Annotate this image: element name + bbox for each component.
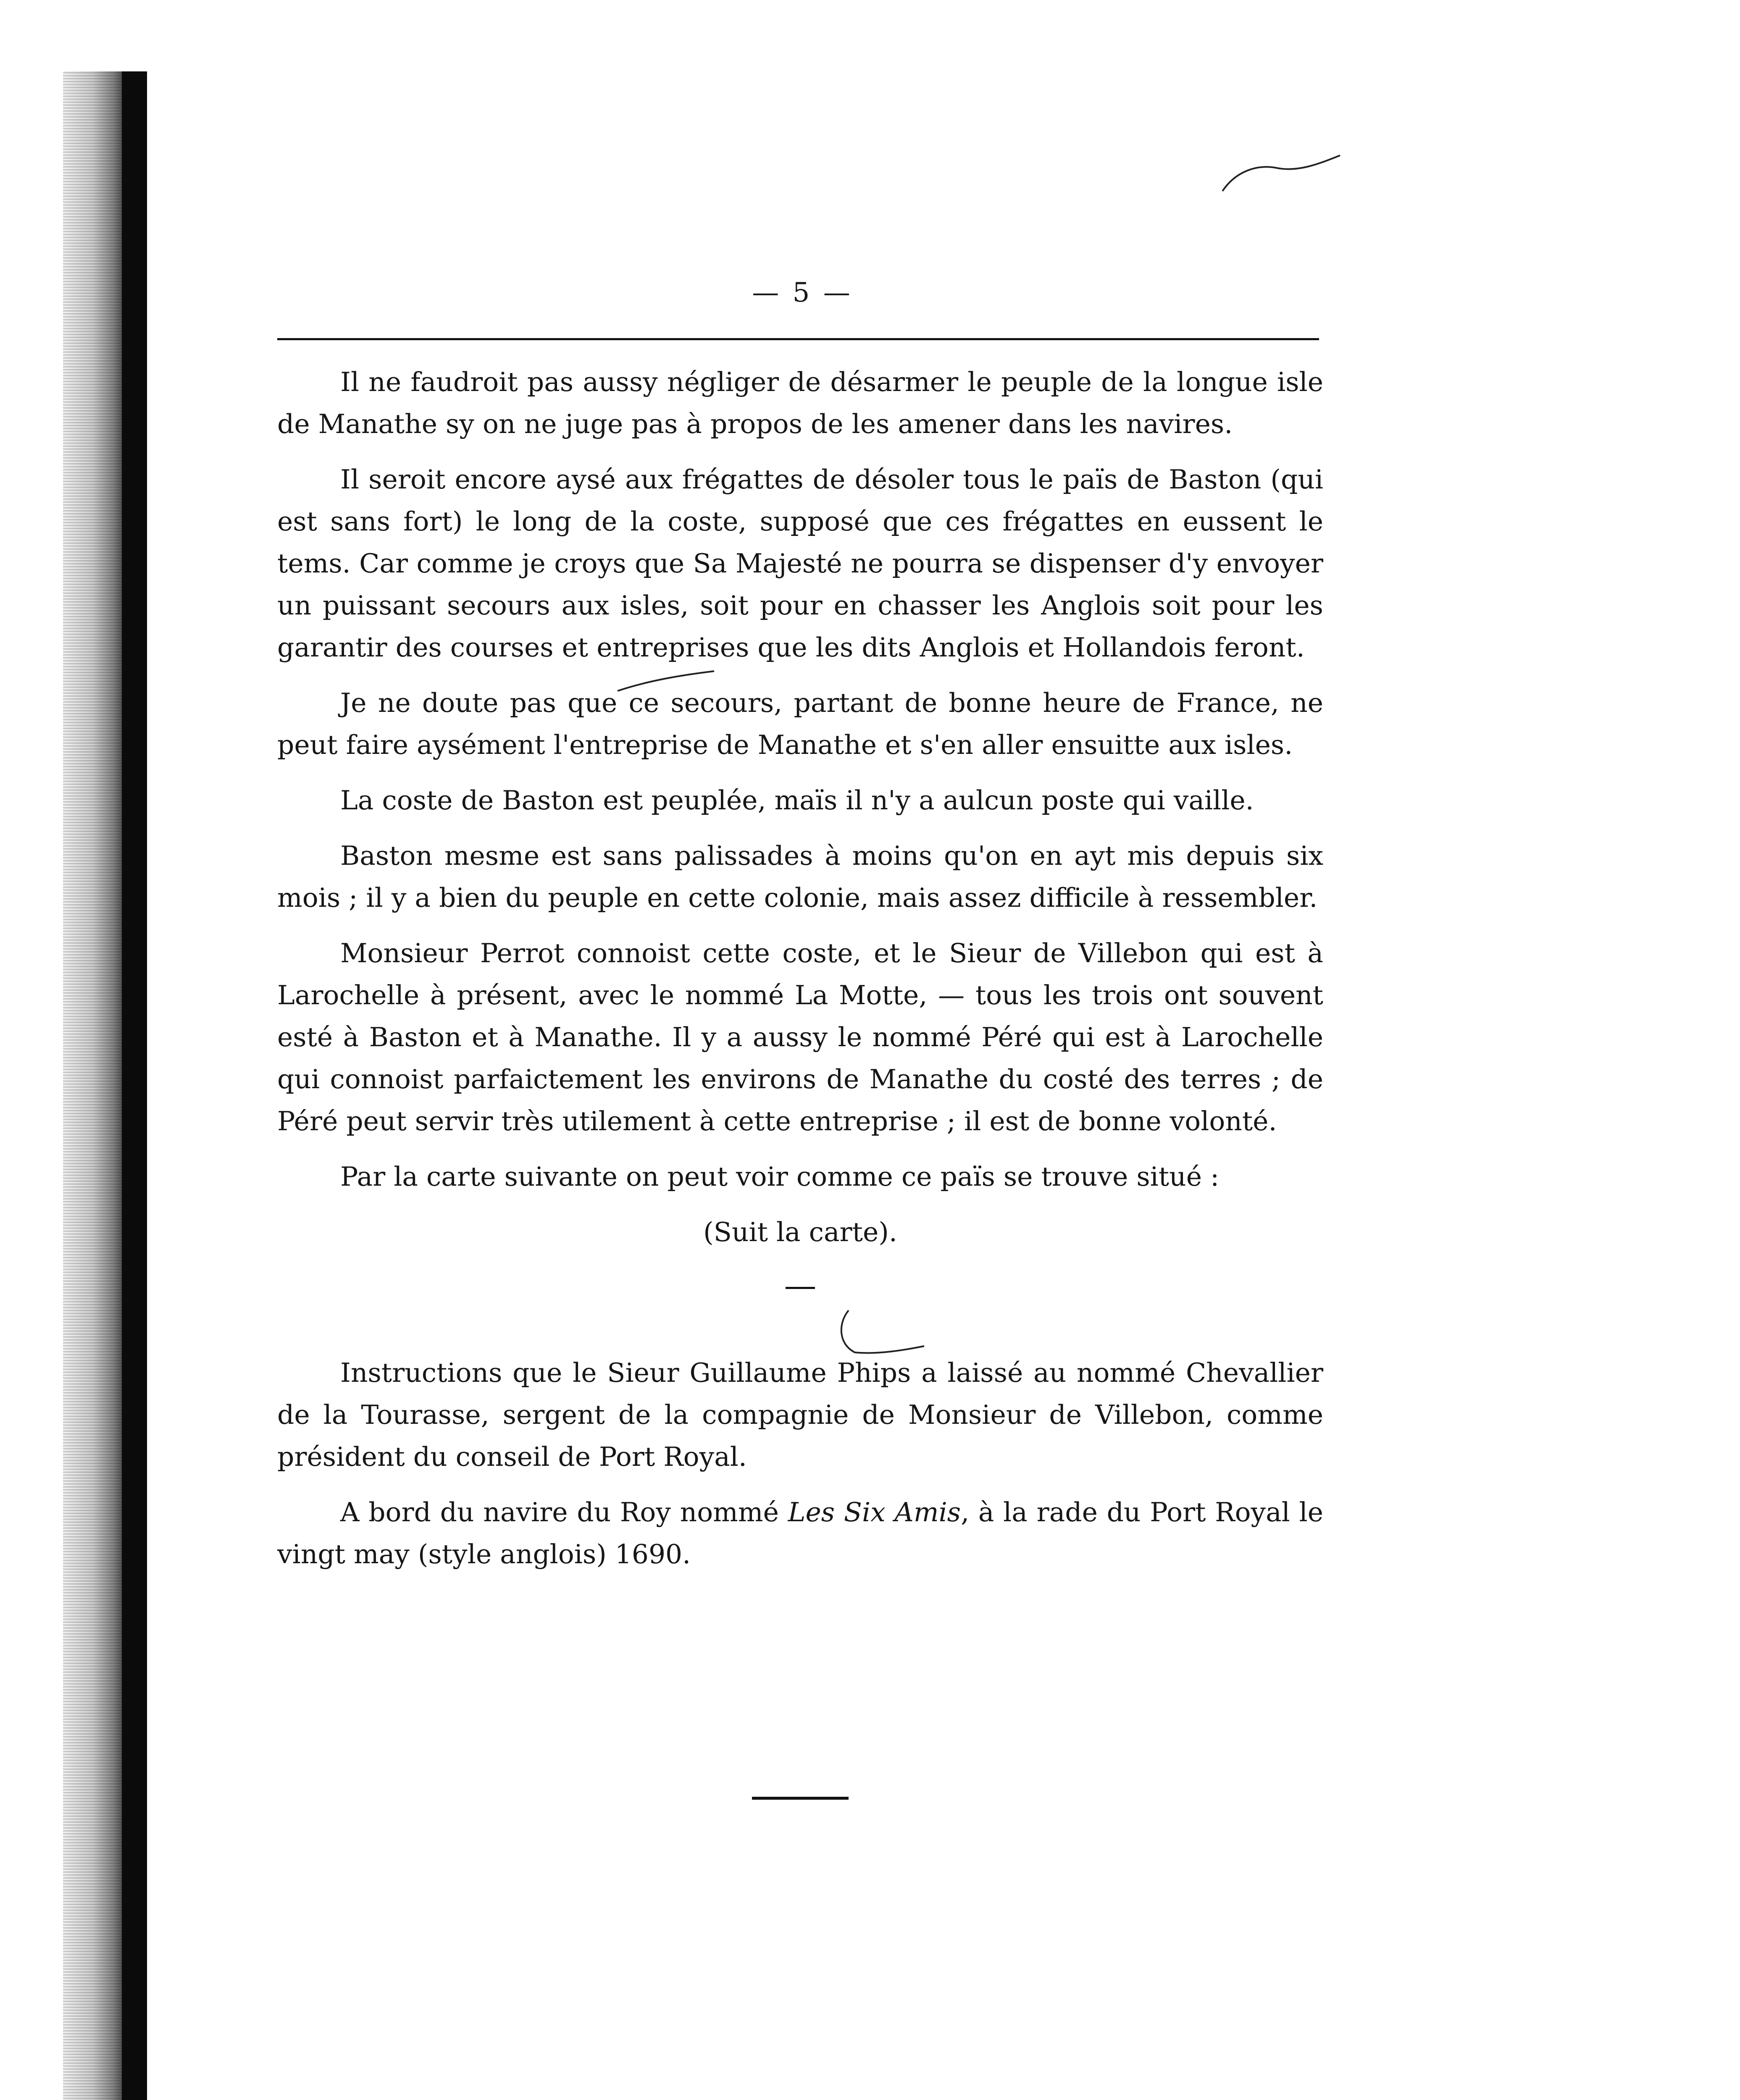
pencil-mark-top [1218, 151, 1344, 197]
pencil-strike-mark [613, 668, 723, 697]
map-note: (Suit la carte). [703, 1217, 897, 1247]
header-rule [277, 338, 1319, 340]
closing-text-start: A bord du navire du Roy nommé [340, 1497, 788, 1528]
closing-paragraph [277, 1491, 1323, 1575]
closing-text-end: , à la rade du Port Royal le vingt may (style anglois) 1690. [277, 1497, 1323, 1570]
paragraph-4: La coste de Baston est peuplée, maïs il n'y a aulcun poste qui vaille. [340, 785, 1254, 816]
paragraph-2: Il seroit encore aysé aux frégattes de désoler tous le païs de Baston (qui est sans fort) le long de la coste, supposé que ces frégattes en eussent le tems. Car comme je croys que Sa Majesté ne pourra se dispenser d'y envoyer un puissant secours aux isles, soit pour en chasser les Anglois soit pour les garantir des courses et entreprises que les dits Anglois et Hollandois feront. [277, 464, 1323, 663]
scan-binding-shadow [122, 71, 147, 2100]
paragraph-1: Il ne faudroit pas aussy négliger de désarmer le peuple de la longue isle de Manathe sy on ne juge pas à propos de les amener dans les navires. [277, 367, 1323, 439]
ship-name: Les Six Amis [788, 1497, 961, 1528]
pencil-bracket-mark [836, 1306, 928, 1365]
paragraph-6: Monsieur Perrot connoist cette coste, et le Sieur de Villebon qui est à Larochelle à présent, avec le nommé La Motte, — tous les trois ont souvent esté à Baston et à Manathe. Il y a aussy le nommé Péré qui est à Larochelle qui connoist parfaictement les environs de Manathe du costé des terres ; de Péré peut servir très utilement à cette entreprise ; il est de bonne volonté. [277, 938, 1323, 1137]
end-rule [752, 1797, 849, 1800]
section-divider [786, 1287, 815, 1289]
paragraph-3: Je ne doute pas que ce secours, partant de bonne heure de France, ne peut faire aysément l'entreprise de Manathe et s'en aller ensuitte aux isles. [277, 688, 1323, 760]
document-body [277, 361, 1323, 1589]
paragraph-7: Par la carte suivante on peut voir comme ce païs se trouve situé : [340, 1161, 1220, 1192]
page-number: — 5 — [752, 277, 853, 308]
paragraph-5: Baston mesme est sans palissades à moins qu'on en ayt mis depuis six mois ; il y a bien du peuple en cette colonie, mais assez difficile à ressembler. [277, 840, 1323, 913]
instructions-paragraph: Instructions que le Sieur Guillaume Phips a laissé au nommé Chevallier de la Tourasse, sergent de la compagnie de Monsieur de Villebon, comme président du conseil de Port Royal. [277, 1357, 1323, 1472]
